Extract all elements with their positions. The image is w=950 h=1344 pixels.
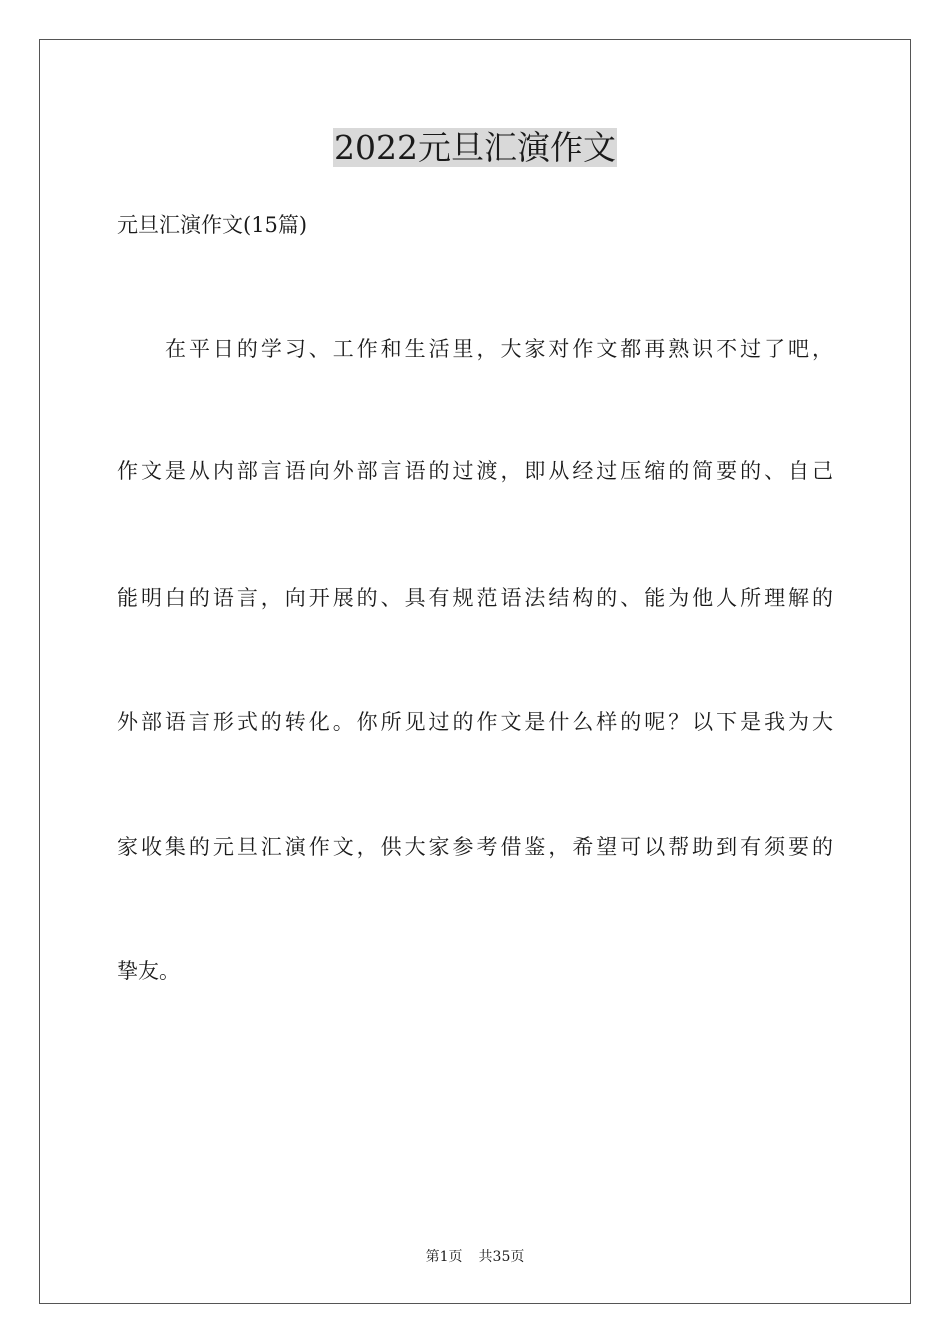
document-title: [0, 126, 950, 170]
paragraph-line-5: 家收集的元旦汇演作文，供大家参考借鉴，希望可以帮助到有须要的: [117, 835, 833, 859]
paragraph-line-2: 作文是从内部言语向外部言语的过渡，即从经过压缩的简要的、自己: [117, 459, 833, 483]
paragraph-line-3: 能明白的语言，向开展的、具有规范语法结构的、能为他人所理解的: [117, 586, 833, 610]
page-number-current: 第1页: [425, 1249, 463, 1265]
document-title-text: 2022元旦汇演作文: [334, 128, 616, 167]
document-subtitle: 元旦汇演作文(15篇): [117, 213, 308, 237]
page-number-total: 共35页: [478, 1249, 525, 1265]
paragraph-line-1: 在平日的学习、工作和生活里，大家对作文都再熟识不过了吧，: [165, 337, 833, 361]
paragraph-line-4: 外部语言形式的转化。你所见过的作文是什么样的呢？以下是我为大: [117, 710, 833, 734]
page-footer: [0, 1247, 950, 1267]
paragraph-line-6: 挚友。: [117, 959, 180, 983]
